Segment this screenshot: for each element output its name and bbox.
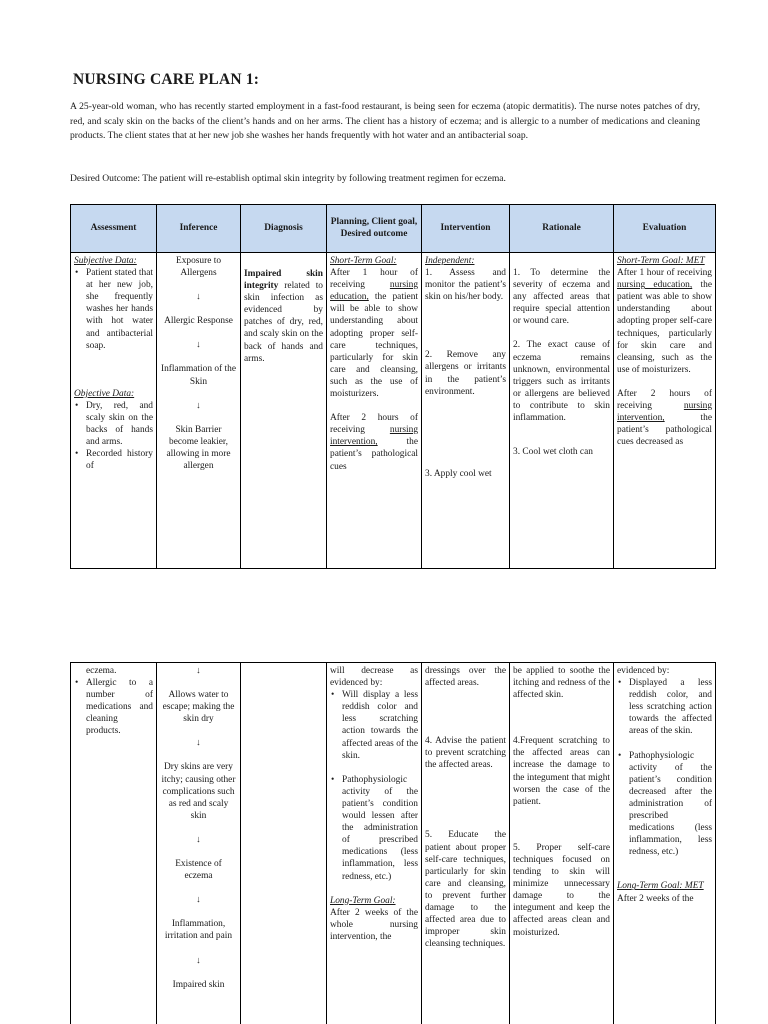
rationale-item: 1. To determine the severity of eczema and any affected areas that require special attention or wound care. (513, 268, 610, 327)
intervention-item: 4. Advise the patient to prevent scratching the affected areas. (425, 736, 506, 771)
inference-step: Inflammation of the Skin (161, 364, 236, 387)
header-assessment: Assessment (71, 205, 157, 253)
down-arrow-icon: ↓ (196, 340, 201, 351)
intervention-item: 5. Educate the patient about proper self-care techniques, particularly for skin care and cleansing, to prevent further damage to the affected area due to improper skin cleansing techniques. (425, 830, 506, 950)
inference-step: Allergic Response (164, 316, 233, 327)
intervention-item: 3. Apply cool wet (425, 468, 492, 479)
evaluation-long-term-label: Long-Term Goal: MET (617, 881, 704, 892)
assessment-cell (71, 253, 157, 569)
inference-cell (157, 253, 241, 569)
header-inference: Inference (157, 205, 241, 253)
inference-step: Dry skins are very itchy; causing other complications such as red and scaly skin (161, 762, 236, 821)
intervention-item: 1. Assess and monitor the patient’s skin on his/her body. (425, 268, 506, 303)
down-arrow-icon: ↓ (196, 292, 201, 303)
diagnosis-cell (241, 253, 327, 569)
subjective-data-label: Subjective Data: (74, 256, 137, 266)
objective-item: • Recorded history of (74, 448, 153, 472)
evaluation-cell (614, 663, 716, 1024)
rationale-item: 5. Proper self-care techniques focused on tending to skin will minimize unnecessary damage to the integument and keep the affected areas clean and moisturized. (513, 842, 610, 938)
header-diagnosis: Diagnosis (241, 205, 327, 253)
evaluation-bullet: • Displayed a less reddish color, and less scratching action towards the affected areas of the skin. (617, 677, 712, 737)
evaluation-cell (614, 253, 716, 569)
independent-label: Independent: (425, 256, 475, 266)
rationale-item: 2. The exact cause of eczema remains unknown, environmental triggers such as irritants or allergens are believed to contribute to skin inflammation. (513, 340, 610, 424)
page-title: NURSING CARE PLAN 1: (73, 71, 260, 88)
objective-item-continued: eczema. (86, 666, 117, 676)
down-arrow-icon: ↓ (196, 895, 201, 906)
intervention-item: 2. Remove any allergens or irritants in the patient’s environment. (425, 350, 506, 397)
intervention-cell (422, 253, 510, 569)
assessment-cell (71, 663, 157, 1024)
evaluation-bullet: • Pathophysiologic activity of the patient’s condition decreased after the administration of prescribed medications (less inflammation, less redness, etc.) (617, 750, 712, 859)
inference-step: Existence of eczema (175, 859, 222, 882)
planning-bullet: • Will display a less reddish color and less scratching action towards the affected areas of the skin. (330, 689, 418, 762)
evaluation-short-term-label: Short-Term Goal: MET (617, 256, 705, 266)
diagnosis-cell-empty (241, 663, 327, 1024)
down-arrow-icon: ↓ (196, 738, 201, 749)
header-evaluation: Evaluation (614, 205, 716, 253)
nursing-diagnosis-label: Impaired skin integrity (244, 269, 323, 292)
objective-item: • Dry, red, and scaly skin on the backs of hands and arms. (74, 400, 153, 448)
evaluation-short-term-b: After 2 hours of receiving nursing intervention, the patient’s pathological cues decreased as (617, 388, 712, 448)
planning-cell (327, 663, 422, 1024)
down-arrow-icon: ↓ (196, 666, 201, 676)
rationale-item: 3. Cool wet cloth can (513, 447, 593, 458)
evaluation-short-term-a: After 1 hour of receiving nursing education, the patient was able to show understanding about adopting proper self-care techniques, particularly for skin care and cleansing, such as the use of moisturizers. (617, 268, 712, 375)
rationale-cell (510, 253, 614, 569)
header-rationale: Rationale (510, 205, 614, 253)
desired-outcome: Desired Outcome: The patient will re-establish optimal skin integrity by following treatment regimen for eczema. (70, 173, 506, 184)
rationale-item: 4.Frequent scratching to the affected areas can increase the damage to the integument that might worsen the case of the patient. (513, 736, 610, 807)
header-intervention: Intervention (422, 205, 510, 253)
evaluation-short-term-b-continued: evidenced by: (617, 666, 670, 676)
planning-bullet: • Pathophysiologic activity of the patient’s condition would lessen after the administration of prescribed medications (less inflammation, less redness, etc.) (330, 774, 418, 883)
short-term-goal-b-continued: will decrease as evidenced by: (330, 666, 418, 689)
down-arrow-icon: ↓ (196, 834, 201, 845)
intervention-item-continued: dressings over the affected areas. (425, 666, 506, 689)
planning-cell (327, 253, 422, 569)
long-term-goal-label: Long-Term Goal: (330, 895, 396, 906)
nursing-diagnosis-text: related to skin infection as evidenced by patches of dry, red, and scaly skin on the back of hands and arms. (244, 281, 323, 364)
down-arrow-icon: ↓ (196, 400, 201, 411)
evaluation-long-term-text: After 2 weeks of the (617, 893, 694, 904)
short-term-goal-b: After 2 hours of receiving nursing intervention, the patient’s pathological cues (330, 413, 418, 472)
inference-cell (157, 663, 241, 1024)
intervention-cell (422, 663, 510, 1024)
objective-data-label: Objective Data: (74, 388, 135, 399)
subjective-item: • Patient stated that at her new job, she frequently washes her hands with hot water and antibacterial soap. (74, 267, 153, 352)
short-term-goal-a: After 1 hour of receiving nursing education, the patient will be able to show understanding about adopting proper self-care techniques, particularly for skin care and cleansing, such as the use of moisturizers. (330, 268, 418, 400)
case-scenario: A 25-year-old woman, who has recently started employment in a fast-food restaurant, is being seen for eczema (atopic dermatitis). The nurse notes patches of dry, red, and scaly skin on the backs of the client’s hands and on her arms. The client has a history of eczema; and is allergic to a number of medications and cleaning products. The client states that at her new job she washes her hands frequently with hot water and an antibacterial soap. (70, 101, 700, 141)
objective-item: • Allergic to a number of medications and cleaning products. (74, 677, 153, 737)
inference-step: Exposure to Allergens (175, 256, 222, 279)
rationale-cell (510, 663, 614, 1024)
inference-step: Allows water to escape; making the skin dry (162, 690, 235, 725)
inference-step: Inflammation, irritation and pain (164, 919, 233, 942)
inference-step: Impaired skin (172, 979, 225, 990)
down-arrow-icon: ↓ (196, 955, 201, 966)
header-planning: Planning, Client goal, Desired outcome (327, 205, 422, 253)
care-plan-table-part-1 (70, 204, 716, 569)
short-term-goal-label: Short-Term Goal: (330, 256, 397, 266)
care-plan-table-part-2 (70, 662, 716, 1024)
inference-step: Skin Barrier become leakier, allowing in more allergen (166, 424, 231, 472)
rationale-item-continued: be applied to soothe the itching and redness of the affected skin. (513, 666, 610, 701)
long-term-goal-text: After 2 weeks of the whole nursing intervention, the (330, 907, 418, 942)
